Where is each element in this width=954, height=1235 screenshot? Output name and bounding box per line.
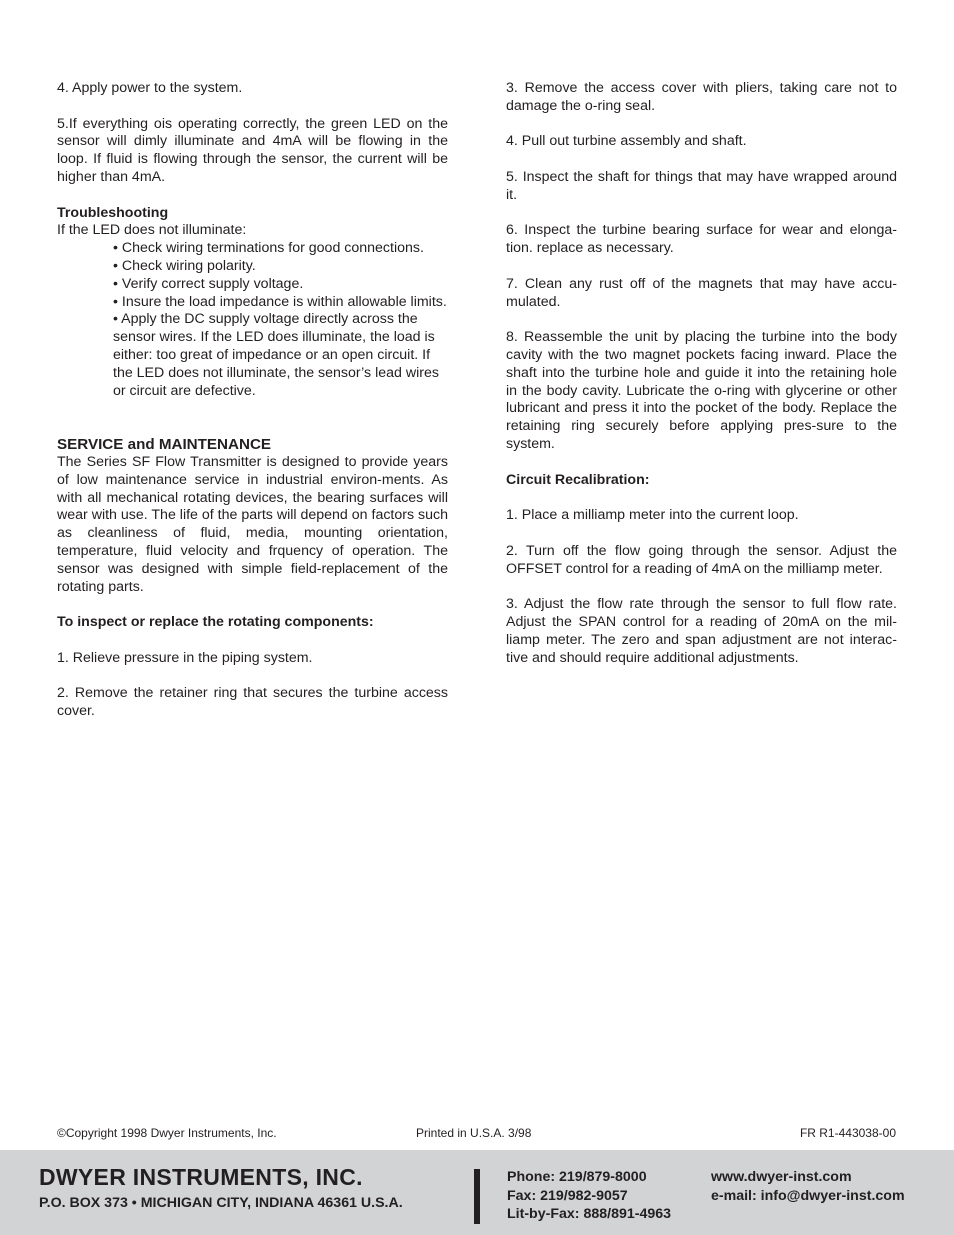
troubleshooting-item: • Check wiring terminations for good connections. xyxy=(113,240,424,257)
troubleshooting-item: • Apply the DC supply voltage directly across the sensor wires. If the LED does illuminate, the load is either: too great of impedance or an open circuit. If the LED does not illuminate, the sensor’s lead wires or circuit are defective. xyxy=(113,311,439,399)
phone-number: Phone: 219/879-8000 xyxy=(507,1169,647,1185)
fax-number: Fax: 219/982-9057 xyxy=(507,1187,628,1204)
copyright-notice: ©Copyright 1998 Dwyer Instruments, Inc. xyxy=(57,1126,277,1140)
recal-step-2: 2. Turn off the flow going through the sensor. Adjust the OFFSET control for a reading of 4mA on the milliamp meter. xyxy=(506,542,897,577)
company-address: P.O. BOX 373 • MICHIGAN CITY, INDIANA 46361 U.S.A. xyxy=(39,1195,403,1211)
troubleshooting-intro: If the LED does not illuminate: xyxy=(57,222,247,239)
form-number: FR R1-443038-00 xyxy=(799,1126,896,1140)
recalibration-heading: Circuit Recalibration: xyxy=(506,471,650,488)
web-block xyxy=(711,1168,905,1205)
inspect-step-7: 7. Clean any rust off of the magnets that may have accu-mulated. xyxy=(506,275,897,310)
lit-by-fax-number: Lit-by-Fax: 888/891-4963 xyxy=(507,1206,672,1223)
printed-notice: Printed in U.S.A. 3/98 xyxy=(416,1126,532,1140)
inspect-step-2: 2. Remove the retainer ring that secures the turbine access cover. xyxy=(57,685,448,720)
contact-block xyxy=(507,1168,671,1224)
troubleshooting-heading: Troubleshooting xyxy=(57,204,169,221)
troubleshooting-item: • Verify correct supply voltage. xyxy=(113,275,304,292)
left-column xyxy=(57,80,448,739)
company-name: DWYER INSTRUMENTS, INC. xyxy=(39,1164,363,1190)
inspect-step-1: 1. Relieve pressure in the piping system. xyxy=(57,649,313,666)
footer-divider xyxy=(474,1169,480,1224)
copyright-row xyxy=(57,1126,896,1144)
recal-step-3: 3. Adjust the flow rate through the sensor to full flow rate. Adjust the SPAN control for a reading of 20mA on the mil-liamp meter. The zero and span adjustment are not interac-tive and should require additional adjustments. xyxy=(506,596,897,666)
inspect-step-6: 6. Inspect the turbine bearing surface for wear and elonga-tion. replace as necessary. xyxy=(506,222,897,257)
troubleshooting-item: • Insure the load impedance is within allowable limits. xyxy=(113,293,447,310)
inspect-heading: To inspect or replace the rotating components: xyxy=(57,614,374,631)
step-apply-power: 4. Apply power to the system. xyxy=(57,80,243,96)
right-column xyxy=(506,80,897,685)
inspect-step-4: 4. Pull out turbine assembly and shaft. xyxy=(506,133,747,150)
footer-band xyxy=(0,1150,954,1235)
inspect-step-3: 3. Remove the access cover with pliers, taking care not to damage the o-ring seal. xyxy=(506,80,897,114)
step-check-operation: 5.If everything ois operating correctly, the green LED on the sensor will dimly illuminate and 4mA will be flowing in the loop. If fluid is flowing through the sensor, the current will be higher than 4mA. xyxy=(57,115,448,185)
troubleshooting-item: • Check wiring polarity. xyxy=(113,257,256,274)
email-link[interactable]: e-mail: info@dwyer-inst.com xyxy=(711,1187,905,1204)
service-body: The Series SF Flow Transmitter is designed to provide years of low maintenance service in industrial environ-ments. As with all mechanical rotating devices, the bearing surfaces will wear with use. The life of the parts will depend on factors such as cleanliness of fluid, media, mounting orientation, temperature, fluid velocity and frquency of operation. The sensor was designed with simple field-replacement of the rotating parts. xyxy=(57,453,448,595)
inspect-step-8: 8. Reassemble the unit by placing the turbine into the body cavity with the two magnet pockets facing inward. Place the shaft into the turbine hole and guide it into the retaining hole in the body cavity. Lubricate the o-ring with glycerine or other lubricant and press it into the pocket of the body. Replace the retaining ring securely before applying pres-sure to the system. xyxy=(506,329,897,452)
inspect-step-5: 5. Inspect the shaft for things that may have wrapped around it. xyxy=(506,168,897,203)
recal-step-1: 1. Place a milliamp meter into the current loop. xyxy=(506,507,799,524)
website-link[interactable]: www.dwyer-inst.com xyxy=(711,1169,852,1185)
troubleshooting-list xyxy=(57,240,448,400)
service-heading: SERVICE and MAINTENANCE xyxy=(57,435,272,453)
spacer xyxy=(57,418,448,436)
